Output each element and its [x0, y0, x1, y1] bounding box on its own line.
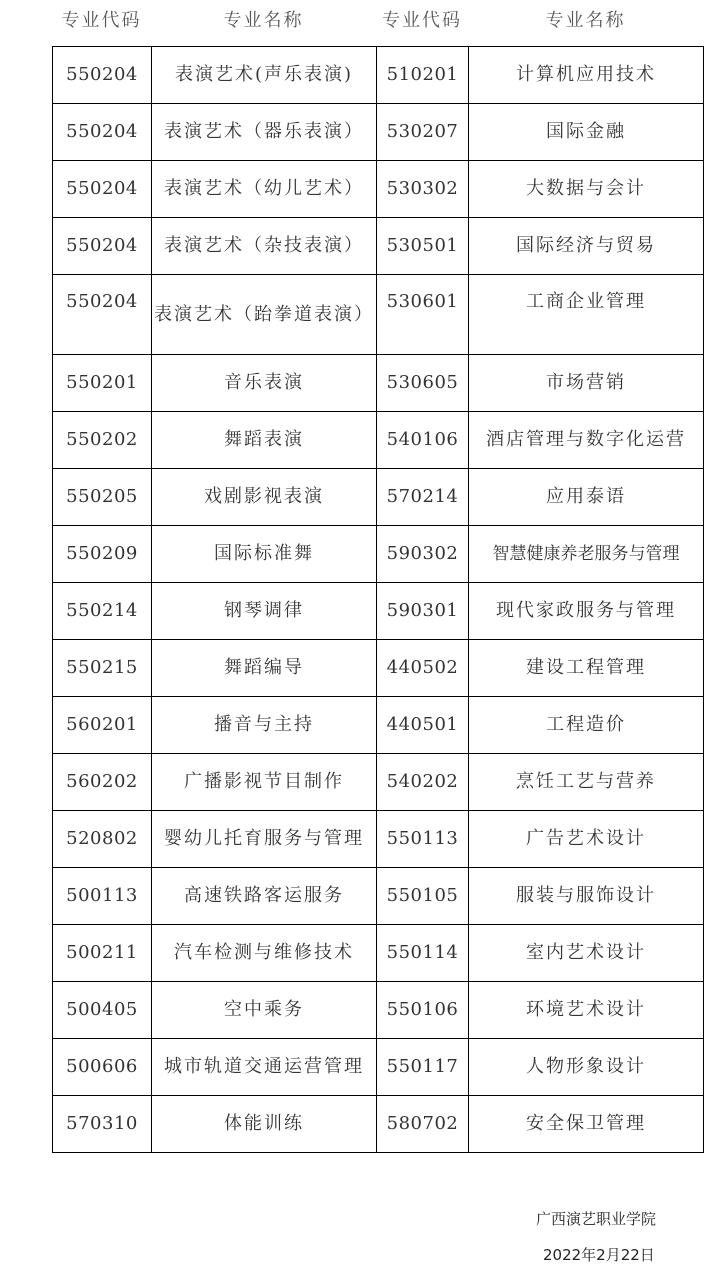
major-name-right: 大数据与会计 [469, 161, 704, 218]
major-name-right: 人物形象设计 [469, 1039, 704, 1096]
major-name-left: 空中乘务 [152, 982, 377, 1039]
major-name-right: 工程造价 [469, 697, 704, 754]
major-code-right: 530501 [377, 218, 469, 275]
major-name-right: 现代家政服务与管理 [469, 583, 704, 640]
header-code-1: 专业代码 [61, 10, 142, 31]
major-code-left: 550205 [53, 469, 152, 526]
major-name-left: 高速铁路客运服务 [152, 868, 377, 925]
table-header [52, 0, 703, 46]
table-row [53, 583, 704, 640]
major-code-left: 500405 [53, 982, 152, 1039]
major-name-right: 国际经济与贸易 [469, 218, 704, 275]
major-code-left: 520802 [53, 811, 152, 868]
majors-table-body [53, 47, 704, 1153]
major-name-right: 安全保卫管理 [469, 1096, 704, 1153]
major-name-left: 舞蹈编导 [152, 640, 377, 697]
major-code-right: 590302 [377, 526, 469, 583]
major-code-right: 550114 [377, 925, 469, 982]
table-row [53, 355, 704, 412]
major-code-left: 560201 [53, 697, 152, 754]
major-name-right: 广告艺术设计 [469, 811, 704, 868]
table-row [53, 982, 704, 1039]
major-code-right: 440502 [377, 640, 469, 697]
major-name-right: 市场营销 [469, 355, 704, 412]
major-name-right: 烹饪工艺与营养 [469, 754, 704, 811]
major-name-left: 汽车检测与维修技术 [152, 925, 377, 982]
major-name-left: 表演艺术(声乐表演) [152, 47, 377, 104]
major-name-right: 环境艺术设计 [469, 982, 704, 1039]
major-name-left: 表演艺术（幼儿艺术） [152, 161, 377, 218]
major-name-right: 服装与服饰设计 [469, 868, 704, 925]
major-name-right: 酒店管理与数字化运营 [469, 412, 704, 469]
table-row [53, 104, 704, 161]
table-row [53, 526, 704, 583]
major-code-right: 580702 [377, 1096, 469, 1153]
major-name-left: 表演艺术（跆拳道表演） [152, 275, 377, 355]
header-code-2: 专业代码 [382, 10, 462, 31]
table-row [53, 1039, 704, 1096]
major-name-left: 戏剧影视表演 [152, 469, 377, 526]
major-name-left: 体能训练 [152, 1096, 377, 1153]
major-code-right: 510201 [377, 47, 469, 104]
footer-organization: 广西演艺职业学院 [536, 1210, 657, 1228]
major-code-right: 540202 [377, 754, 469, 811]
major-name-left: 舞蹈表演 [152, 412, 377, 469]
major-code-right: 530605 [377, 355, 469, 412]
major-name-left: 城市轨道交通运营管理 [152, 1039, 377, 1096]
header-name-1: 专业名称 [223, 10, 304, 31]
major-code-left: 560202 [53, 754, 152, 811]
major-code-right: 550106 [377, 982, 469, 1039]
major-name-left: 音乐表演 [152, 355, 377, 412]
table-row [53, 412, 704, 469]
major-code-left: 500113 [53, 868, 152, 925]
major-name-left: 广播影视节目制作 [152, 754, 377, 811]
major-name-right: 工商企业管理 [469, 275, 704, 355]
major-code-left: 570310 [53, 1096, 152, 1153]
major-name-left: 播音与主持 [152, 697, 377, 754]
major-code-left: 550204 [53, 104, 152, 161]
table-row [53, 47, 704, 104]
major-name-left: 表演艺术（器乐表演） [152, 104, 377, 161]
table-row [53, 868, 704, 925]
majors-table [52, 46, 704, 1153]
major-code-left: 550204 [53, 47, 152, 104]
major-name-right: 应用泰语 [469, 469, 704, 526]
major-code-right: 550117 [377, 1039, 469, 1096]
major-code-right: 550113 [377, 811, 469, 868]
table-row [53, 218, 704, 275]
table-row [53, 640, 704, 697]
table-row [53, 1096, 704, 1153]
major-name-left: 表演艺术（杂技表演） [152, 218, 377, 275]
major-code-left: 500606 [53, 1039, 152, 1096]
major-code-right: 530207 [377, 104, 469, 161]
major-code-left: 550215 [53, 640, 152, 697]
table-row [53, 811, 704, 868]
table-row [53, 754, 704, 811]
major-code-left: 550202 [53, 412, 152, 469]
table-row [53, 697, 704, 754]
major-code-left: 550201 [53, 355, 152, 412]
major-code-left: 500211 [53, 925, 152, 982]
major-name-right: 建设工程管理 [469, 640, 704, 697]
footer-date: 2022年2月22日 [543, 1246, 655, 1264]
major-code-left: 550209 [53, 526, 152, 583]
major-name-right: 室内艺术设计 [469, 925, 704, 982]
header-name-2: 专业名称 [545, 10, 626, 31]
major-name-right: 计算机应用技术 [469, 47, 704, 104]
major-code-right: 590301 [377, 583, 469, 640]
table-row [53, 925, 704, 982]
major-code-right: 530302 [377, 161, 469, 218]
major-code-left: 550204 [53, 161, 152, 218]
major-name-right: 智慧健康养老服务与管理 [469, 526, 704, 583]
major-code-left: 550204 [53, 218, 152, 275]
major-name-right: 国际金融 [469, 104, 704, 161]
major-code-right: 550105 [377, 868, 469, 925]
table-row [53, 161, 704, 218]
major-code-right: 540106 [377, 412, 469, 469]
major-code-left: 550204 [53, 275, 152, 355]
major-name-left: 国际标准舞 [152, 526, 377, 583]
major-name-left: 婴幼儿托育服务与管理 [152, 811, 377, 868]
major-code-left: 550214 [53, 583, 152, 640]
major-code-right: 440501 [377, 697, 469, 754]
table-row [53, 275, 704, 355]
major-code-right: 530601 [377, 275, 469, 355]
table-row [53, 469, 704, 526]
major-name-left: 钢琴调律 [152, 583, 377, 640]
major-code-right: 570214 [377, 469, 469, 526]
